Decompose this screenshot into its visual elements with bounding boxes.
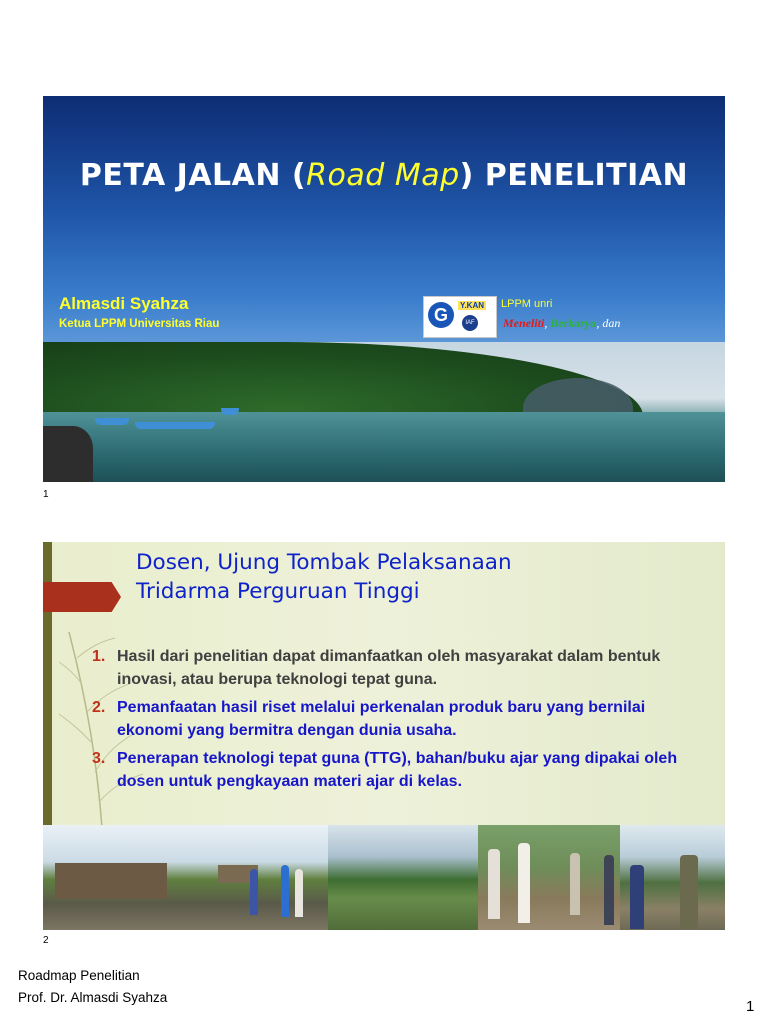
boat-image [95, 418, 129, 425]
list-item: 2. Pemanfaatan hasil riset melalui perkenalan produk baru yang bernilai ekonomi yang bermitra dengan dunia usaha. [92, 699, 646, 739]
slide-1 [43, 96, 725, 482]
photo-field-team [620, 825, 725, 930]
author-role: Ketua LPPM Universitas Riau [59, 318, 220, 330]
slide-1-title: PETA JALAN (Road Map) PENELITIAN [79, 158, 689, 193]
title-highlight: Road Map [306, 158, 460, 193]
slide-2-number: 2 [43, 935, 49, 946]
photo-village [43, 825, 328, 930]
rock-image [43, 426, 93, 482]
slide-2 [43, 542, 725, 930]
iaf-logo-icon: IAF [462, 315, 478, 331]
footer-author: Prof. Dr. Almasdi Syahza [18, 990, 168, 1005]
list-item: 1. Hasil dari penelitian dapat dimanfaatkan oleh masyarakat dalam bentuk inovasi, atau berupa teknologi tepat guna. [92, 648, 661, 688]
ykan-logo-icon: Y.KAN [460, 301, 485, 310]
list-item: 3. Penerapan teknologi tepat guna (TTG), bahan/buku ajar yang dipakai oleh dosen untuk pengkayaan materi ajar di kelas. [92, 750, 678, 790]
points-list [92, 646, 702, 799]
author-name: Almasdi Syahza [59, 294, 189, 313]
lppm-label: LPPM unri [501, 298, 553, 310]
photo-canal [328, 825, 478, 930]
certification-logo [423, 296, 497, 338]
sheet-number: 1 [746, 998, 755, 1015]
photo-strip [43, 825, 725, 930]
footer-title: Roadmap Penelitian [18, 968, 140, 983]
photo-farm-visit [478, 825, 620, 930]
boat-image [221, 408, 239, 415]
slide-1-number: 1 [43, 489, 49, 500]
g-logo-icon: G [428, 302, 454, 328]
slide-2-title: Dosen, Ujung Tombak Pelaksanaan Tridarma Perguruan Tinggi [136, 550, 512, 604]
motto: Meneliti, Berkarya, dan [503, 316, 621, 330]
boat-image [135, 422, 215, 429]
